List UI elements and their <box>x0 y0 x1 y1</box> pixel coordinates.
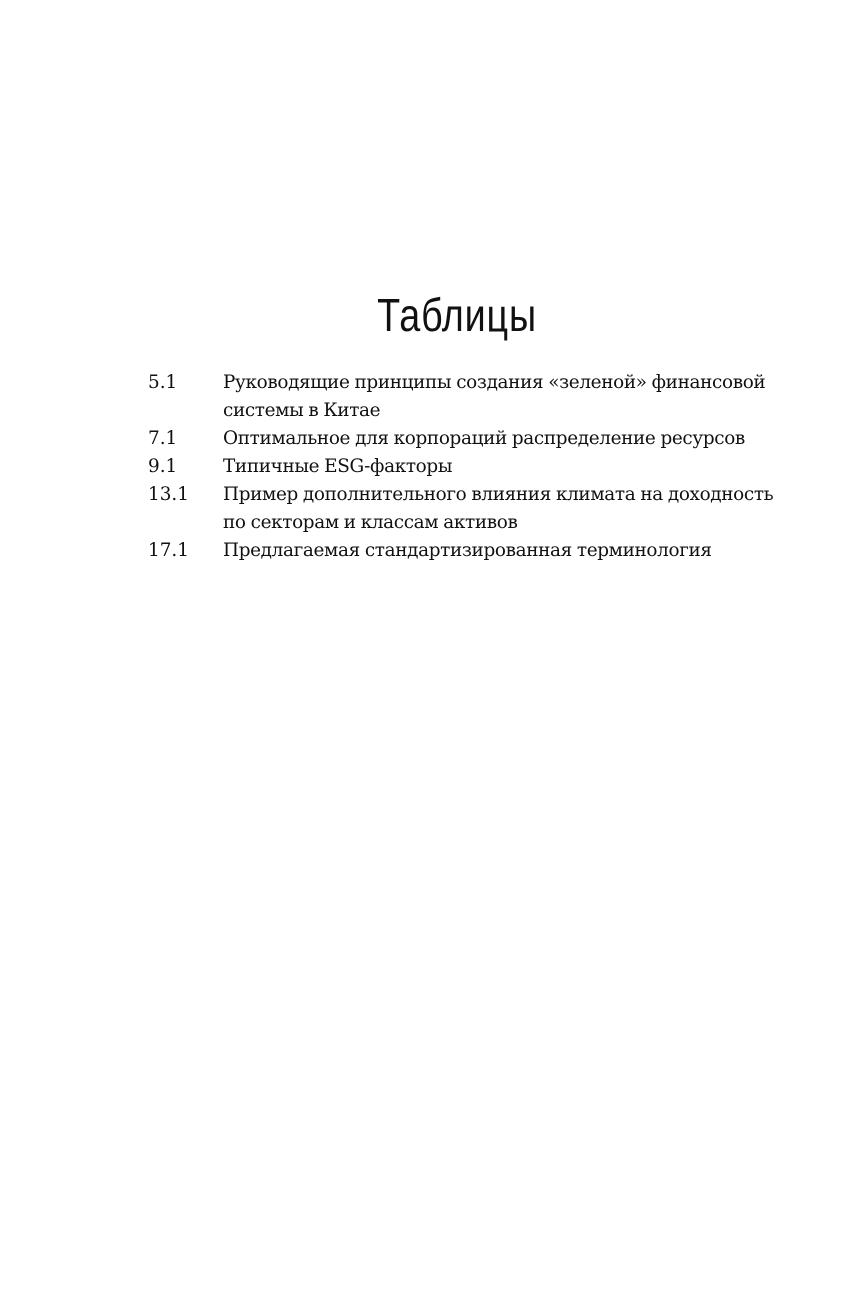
table-entry <box>148 369 788 425</box>
table-title: Оптимальное для корпораций распределение ресурсов <box>223 428 745 449</box>
table-entry <box>148 537 788 565</box>
table-entry <box>148 425 788 453</box>
table-entry <box>148 453 788 481</box>
table-title: Пример дополнительного влияния климата на доходность по секторам и классам активов <box>223 484 774 533</box>
table-entry <box>148 481 788 537</box>
table-number: 13.1 <box>148 484 189 505</box>
table-title: Предлагаемая стандартизированная терминология <box>223 540 712 561</box>
tables-list <box>148 369 788 565</box>
table-number: 9.1 <box>148 456 178 477</box>
table-title: Руководящие принципы создания «зеленой» финансовой системы в Китае <box>223 372 766 421</box>
table-title: Типичные ESG-факторы <box>223 456 453 477</box>
table-number: 5.1 <box>148 372 178 393</box>
page-title: Таблицы <box>377 289 537 341</box>
table-number: 17.1 <box>148 540 189 561</box>
table-number: 7.1 <box>148 428 178 449</box>
